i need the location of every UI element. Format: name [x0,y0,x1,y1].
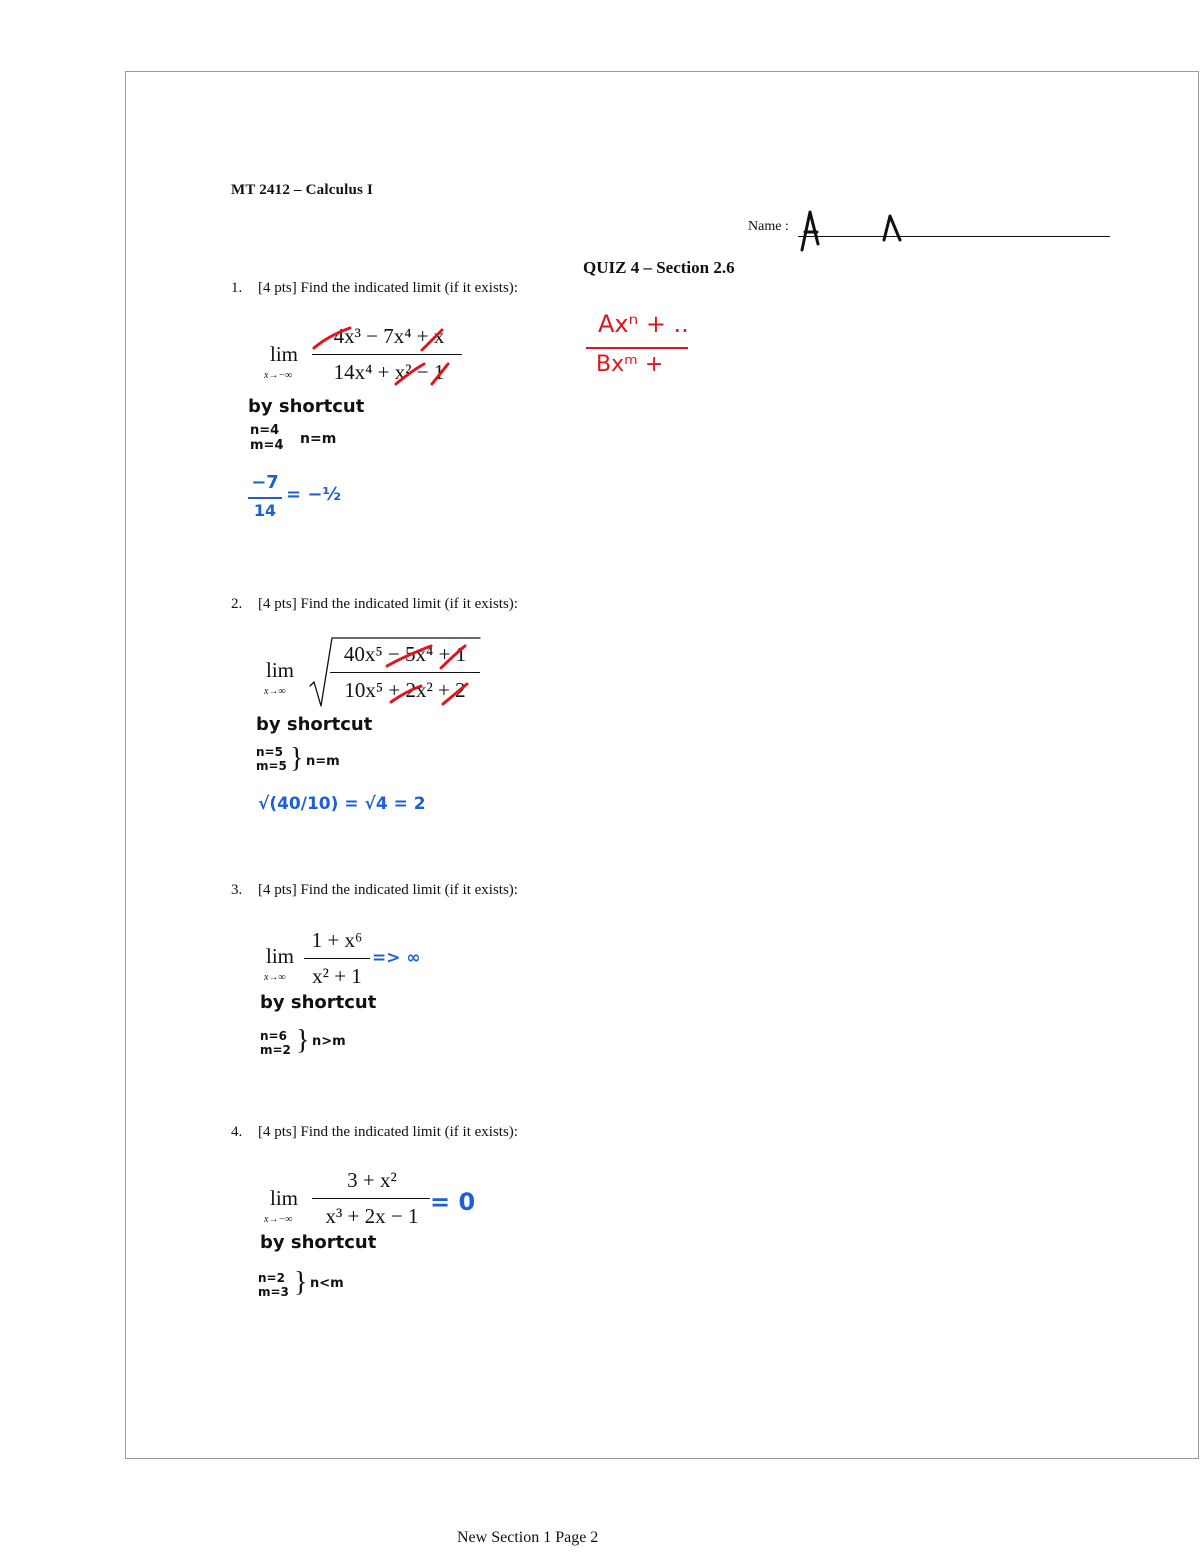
question-text: [4 pts] Find the indicated limit (if it exists): [258,882,518,898]
note-relation: n=m [306,754,340,769]
side-note [586,310,696,385]
quiz-page [125,71,1199,1459]
note-m: m=3 [258,1285,289,1299]
handwritten-name [796,206,916,256]
q1-handwritten-work [244,394,404,534]
numerator: 3 + x² [347,1168,397,1192]
side-note-bar [586,347,688,349]
denominator: 14x⁴ + x² − 1 [333,360,445,384]
answer-result: = −½ [286,484,342,505]
note-relation: n<m [310,1276,344,1291]
answer-result: => ∞ [372,948,421,968]
answer-result: √(40/10) = √4 = 2 [258,794,426,814]
question-number: 1. [231,280,243,296]
denominator: 10x⁵ + 2x² + 2 [344,678,466,702]
question-text: [4 pts] Find the indicated limit (if it exists): [258,596,518,612]
lim-subscript: x→∞ [264,972,286,983]
q2-cross-outs [381,640,491,710]
numerator: 1 + x⁶ [311,928,363,952]
fraction-bar [312,1198,430,1199]
question-2-prompt [231,596,518,613]
note-m: m=4 [250,438,284,453]
question-4-expression [264,1166,504,1236]
note-n: n=5 [256,745,283,759]
question-3-expression [264,924,464,994]
fraction-bar [304,958,370,959]
quiz-title: QUIZ 4 – Section 2.6 [583,258,735,277]
q4-handwritten-work [258,1232,458,1312]
question-text: [4 pts] Find the indicated limit (if it exists): [258,280,518,296]
name-label: Name : [748,219,789,234]
note-n: n=4 [250,423,280,438]
note-relation: n>m [312,1034,346,1049]
note-m: m=2 [260,1043,291,1057]
note-m: m=5 [256,759,287,773]
question-number: 3. [231,882,243,898]
lim-subscript: x→−∞ [264,1214,293,1225]
note-n: n=2 [258,1271,285,1285]
lim: lim [270,342,299,366]
lim: lim [270,1186,299,1210]
note-n: n=6 [260,1029,287,1043]
brace: } [294,1267,308,1298]
answer-numerator: −7 [251,472,279,493]
note-shortcut: by shortcut [260,1232,377,1253]
course-title: MT 2412 – Calculus I [231,182,374,198]
brace: } [296,1025,310,1056]
denominator: x² + 1 [312,964,362,988]
brace: } [290,743,304,774]
numerator: 4x³ − 7x⁴ + x [333,324,445,348]
side-note-numerator: Axⁿ + .. [598,310,689,338]
page-footer: New Section 1 Page 2 [457,1529,599,1546]
question-text: [4 pts] Find the indicated limit (if it exists): [258,1124,518,1140]
answer-bar [248,497,282,499]
denominator: x³ + 2x − 1 [325,1204,419,1228]
note-shortcut: by shortcut [256,714,373,735]
note-shortcut: by shortcut [248,396,365,417]
q2-handwritten-work [250,712,450,842]
answer-denominator: 14 [253,501,277,520]
lim: lim [266,658,295,682]
answer-result: = 0 [430,1188,476,1216]
question-1-prompt [231,280,518,297]
lim-subscript: x→∞ [264,686,286,697]
lim: lim [266,944,295,968]
q1-cross-outs [306,322,466,392]
side-note-denominator: Bxᵐ + [596,352,664,377]
question-number: 2. [231,596,243,612]
numerator: 40x⁵ − 5x⁴ + 1 [343,642,467,666]
q3-handwritten-work [256,992,456,1072]
question-4-prompt [231,1124,518,1141]
note-shortcut: by shortcut [260,992,377,1013]
lim-subscript: x→−∞ [264,370,293,381]
question-3-prompt [231,882,518,899]
note-relation: n=m [300,431,337,447]
question-number: 4. [231,1124,243,1140]
